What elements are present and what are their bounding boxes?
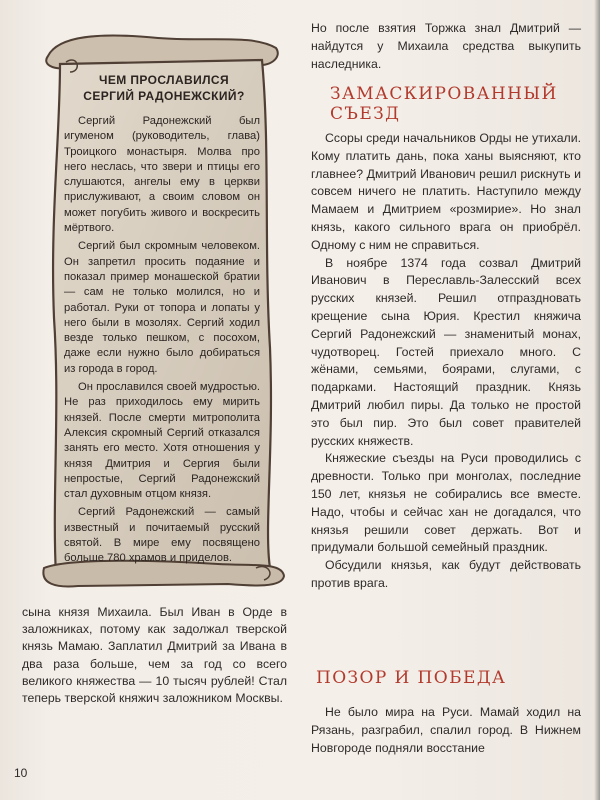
heading1-line2: СЪЕЗД bbox=[330, 104, 401, 124]
right-paragraph: Ссоры среди начальников Орды не утихали. Кому платить дань, пока ханы выясняют, кто главнее? Дмитрий Иванович решил рискнуть и совсем ничего не платить. Наступило между Мамаем и Дмитрием «розмирие». Но знал князь, какого сильного врага он приобрёл. Одному с ним не справиться. bbox=[311, 131, 581, 252]
section-heading-shame-and-victory: ПОЗОР И ПОБЕДА bbox=[316, 668, 507, 688]
right-paragraph: Княжеские съезды на Руси проводились с древности. Только при монголах, последние 150 лет, князья не собирались все вместе. Надо, чтобы и сейчас хан не догадался, что князья решили совет держать. Вот и придумали большой семейный праздник. bbox=[311, 451, 581, 555]
section-heading-disguised-congress bbox=[330, 84, 570, 124]
right-paragraph: В ноябре 1374 года созвал Дмитрий Иванович в Переславль-Залесский всех русских князей. Решил отпраздновать крещение сына Юрия. Крестил княжича Сергий Радонежский — знаменитый монах, чудотворец. Гостей приехало много. С жёнами, семьями, боярами, слугами, с подарками. Настоящий праздник. Князь Дмитрий любил пиры. Да только не простой это был пир. Это был совет правителей русских княжеств. bbox=[311, 255, 581, 448]
scroll-paragraph: Сергий Радонежский был игуменом (руководитель, глава) Троицкого монастыря. Молва про него неслась, что звери и птицы его слушаются, ангелы ему в церкви прислуживают, а своим словом он может погубить живого и воскресить мёртвого. bbox=[64, 115, 260, 235]
right-paragraph: Обсудили князья, как будут действовать против врага. bbox=[311, 558, 581, 590]
right-bottom-paragraph: Не было мира на Руси. Мамай ходил на Рязань, разграбил, спалил город. В Нижнем Новгороде подняли восстание bbox=[311, 705, 581, 755]
page-number: 10 bbox=[14, 766, 28, 780]
scroll-body bbox=[64, 114, 260, 570]
scroll-paragraph: Сергий был скромным человеком. Он запретил просить подаяние и показал пример монашеской братии — сам не только молился, но и работал. Руки от топора и лопаты у него были в мозолях. Сергий ходил везде только пешком, с посохом, даже если нужно было добираться из города в город. bbox=[64, 240, 260, 375]
right-column-body bbox=[311, 130, 581, 593]
heading1-line1: ЗАМАСКИРОВАННЫЙ bbox=[330, 84, 558, 104]
scroll-paragraph: Сергий Радонежский — самый известный и почитаемый русский святой. В мире ему посвящено больше 780 храмов и приделов. bbox=[64, 506, 260, 565]
scroll-paragraph: Он прославился своей мудростью. Не раз приходилось ему мирить князей. После смерти митрополита Алексия скромный Сергий отказался занять его место. Хотя отношения у князя Дмитрия и Сергия были непростые, Сергий Радонежский стал духовным отцом князя. bbox=[64, 381, 260, 501]
right-column-bottom bbox=[311, 704, 581, 757]
left-column-text: сына князя Михаила. Был Иван в Орде в заложниках, потому как задолжал тверской князь Мамаю. Заплатил Дмитрий за Ивана в два раза больше, чем за год со всего великого княжества — 10 тысяч рублей! Стал теперь тверской княжич заложником Москвы. bbox=[22, 605, 287, 706]
page-edge-shadow bbox=[594, 0, 600, 800]
scroll-title-line2: СЕРГИЙ РАДОНЕЖСКИЙ? bbox=[83, 89, 245, 103]
right-top-paragraph: Но после взятия Торжка знал Дмитрий — найдутся у Михаила средства выкупить наследника. bbox=[311, 21, 581, 71]
sidebar-scroll bbox=[38, 28, 286, 590]
scroll-title bbox=[64, 72, 264, 104]
right-column-top-text bbox=[311, 20, 581, 73]
scroll-title-line1: ЧЕМ ПРОСЛАВИЛСЯ bbox=[98, 73, 230, 87]
